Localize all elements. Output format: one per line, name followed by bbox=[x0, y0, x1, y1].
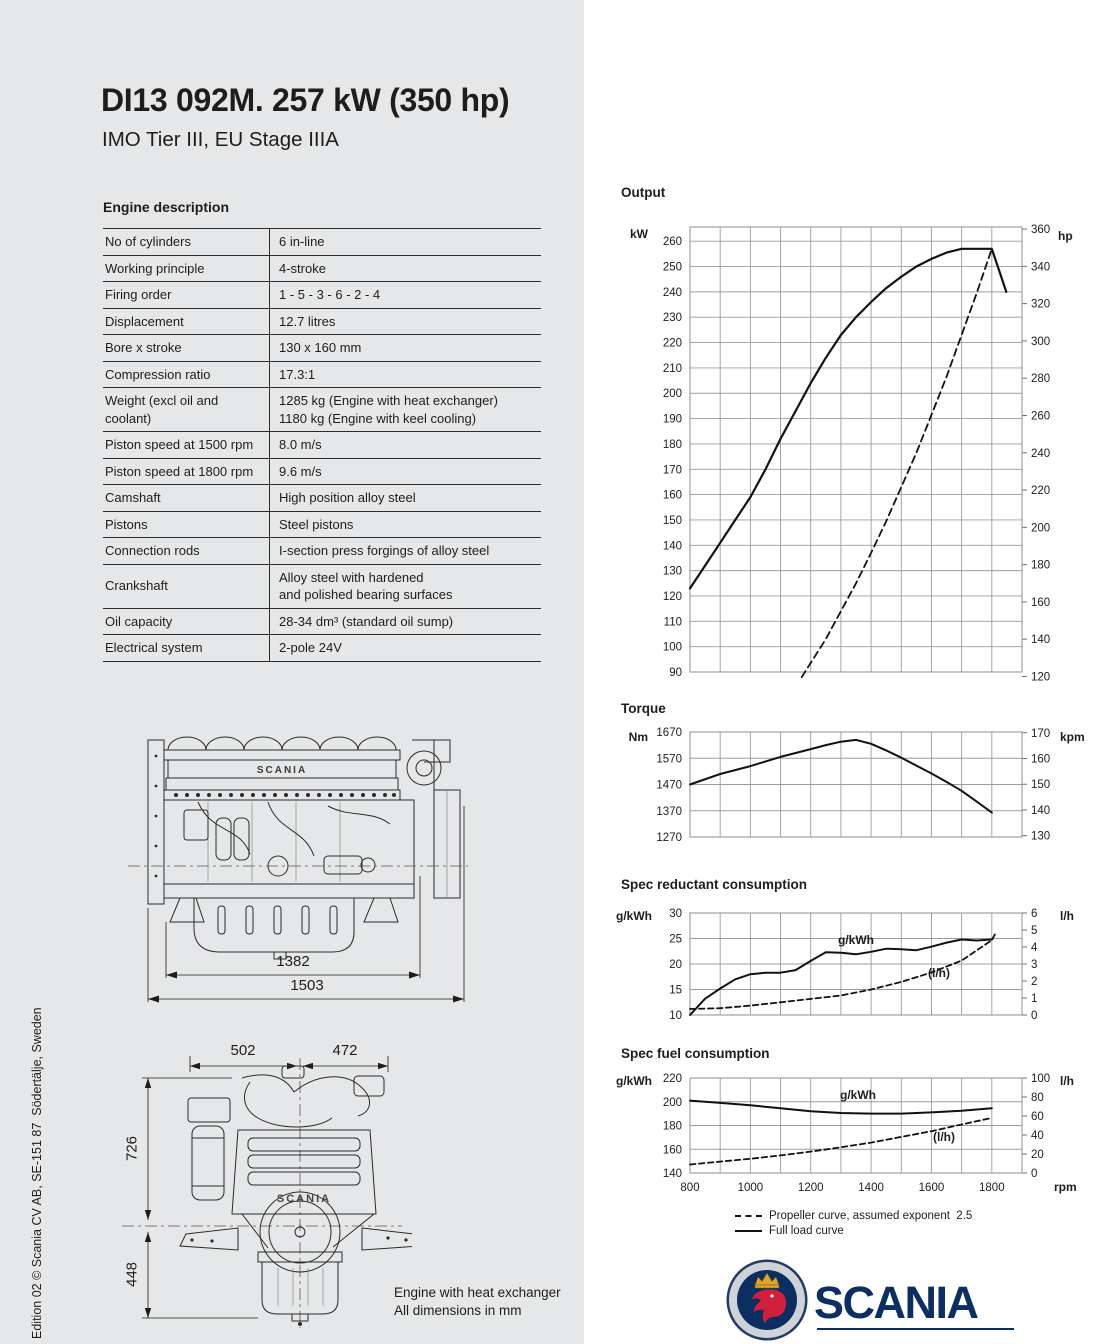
right-axis-tick: 140 bbox=[1031, 804, 1051, 817]
page-subtitle: IMO Tier III, EU Stage IIIA bbox=[102, 128, 339, 151]
logo-wordmark: SCANIA bbox=[814, 1277, 978, 1328]
left-axis-tick: 190 bbox=[662, 413, 682, 426]
left-axis-tick: 130 bbox=[662, 565, 682, 578]
spec-label-cell: Working principle bbox=[103, 255, 270, 282]
series-dashed bbox=[802, 249, 992, 677]
spec-value-cell: 12.7 litres bbox=[270, 308, 542, 335]
left-axis-tick: 200 bbox=[662, 1096, 682, 1109]
right-axis-tick: 260 bbox=[1031, 410, 1051, 423]
right-axis-tick: 5 bbox=[1031, 925, 1038, 937]
right-axis-unit: hp bbox=[1058, 229, 1073, 243]
chart-title: Output bbox=[621, 185, 666, 200]
left-axis-tick: 140 bbox=[662, 540, 682, 553]
left-axis-tick: 110 bbox=[663, 616, 682, 629]
right-axis-tick: 220 bbox=[1031, 485, 1051, 498]
left-axis-tick: 90 bbox=[669, 667, 682, 679]
right-axis-tick: 140 bbox=[1031, 634, 1051, 647]
spec-label-cell: Piston speed at 1500 rpm bbox=[103, 432, 270, 459]
scania-logo bbox=[718, 1254, 1028, 1344]
x-axis-tick: 1600 bbox=[918, 1182, 945, 1194]
left-axis-unit: g/kWh bbox=[616, 1074, 652, 1088]
spec-value-cell: 1285 kg (Engine with heat exchanger) 1180 kg (Engine with keel cooling) bbox=[270, 388, 542, 432]
spec-label-cell: No of cylinders bbox=[103, 229, 270, 256]
spec-value-cell: Steel pistons bbox=[270, 511, 542, 538]
spec-value-cell: 1 - 5 - 3 - 6 - 2 - 4 bbox=[270, 282, 542, 309]
left-axis-tick: 100 bbox=[662, 641, 682, 654]
right-axis-unit: l/h bbox=[1060, 909, 1074, 923]
left-axis-tick: 180 bbox=[662, 438, 682, 451]
left-axis-tick: 220 bbox=[662, 337, 682, 350]
spec-value-cell: 130 x 160 mm bbox=[270, 335, 542, 362]
dim-726: 726 bbox=[123, 1135, 141, 1162]
right-axis-tick: 1 bbox=[1031, 993, 1038, 1005]
x-axis-tick: 1800 bbox=[979, 1182, 1005, 1194]
right-axis-tick: 100 bbox=[1031, 1073, 1051, 1085]
right-axis-tick: 40 bbox=[1031, 1130, 1044, 1142]
series-label: (l/h) bbox=[933, 1130, 955, 1144]
spec-value-cell: I-section press forgings of alloy steel bbox=[270, 538, 542, 565]
x-axis-tick: 1000 bbox=[737, 1182, 764, 1194]
caption-line-2: All dimensions in mm bbox=[394, 1303, 522, 1318]
spec-value-cell: 28-34 dm³ (standard oil sump) bbox=[270, 608, 542, 635]
right-axis-tick: 60 bbox=[1031, 1111, 1044, 1123]
chart-title: Spec fuel consumption bbox=[621, 1046, 770, 1061]
plot-border bbox=[690, 227, 1022, 672]
solid-line-sample bbox=[735, 1230, 762, 1232]
chart-title: Spec reductant consumption bbox=[621, 877, 808, 892]
right-axis-tick: 160 bbox=[1031, 596, 1051, 609]
left-axis-unit: kW bbox=[630, 227, 648, 241]
left-axis-tick: 170 bbox=[662, 464, 682, 477]
right-axis-tick: 280 bbox=[1031, 373, 1051, 386]
dim-1503: 1503 bbox=[290, 977, 324, 994]
spec-label-cell: Oil capacity bbox=[103, 608, 270, 635]
engine-description-heading: Engine description bbox=[103, 199, 230, 215]
left-axis-tick: 1470 bbox=[656, 779, 682, 792]
spec-label-cell: Crankshaft bbox=[103, 564, 270, 608]
left-axis-tick: 20 bbox=[669, 959, 682, 971]
left-axis-tick: 200 bbox=[662, 388, 682, 401]
left-axis-tick: 160 bbox=[662, 489, 682, 502]
series-label: g/kWh bbox=[840, 1088, 876, 1102]
series-label: g/kWh bbox=[838, 933, 874, 947]
spec-label-cell: Piston speed at 1800 rpm bbox=[103, 458, 270, 485]
right-axis-tick: 6 bbox=[1031, 908, 1038, 920]
valve-cover-brand-text: SCANIA bbox=[256, 765, 308, 776]
right-axis-tick: 160 bbox=[1031, 753, 1051, 766]
dashed-line-sample bbox=[735, 1215, 762, 1217]
right-axis-tick: 320 bbox=[1031, 298, 1051, 311]
legend-row-propeller bbox=[735, 1208, 972, 1223]
left-axis-tick: 1370 bbox=[656, 805, 682, 818]
right-axis-tick: 240 bbox=[1031, 447, 1051, 460]
right-axis-tick: 200 bbox=[1031, 522, 1051, 535]
x-axis-tick: 1400 bbox=[858, 1182, 884, 1194]
right-axis-tick: 4 bbox=[1031, 942, 1038, 954]
left-axis-tick: 25 bbox=[669, 933, 682, 946]
spec-value-cell: 4-stroke bbox=[270, 255, 542, 282]
right-axis-tick: 0 bbox=[1031, 1168, 1038, 1180]
front-brand-text: SCANIA bbox=[276, 1193, 332, 1205]
spec-label-cell: Firing order bbox=[103, 282, 270, 309]
left-axis-tick: 220 bbox=[662, 1073, 682, 1085]
right-axis-tick: 340 bbox=[1031, 261, 1051, 274]
left-axis-tick: 240 bbox=[662, 286, 682, 299]
spec-label-cell: Weight (excl oil and coolant) bbox=[103, 388, 270, 432]
left-axis-tick: 260 bbox=[662, 236, 682, 249]
page-title: DI13 092M. 257 kW (350 hp) bbox=[101, 82, 510, 118]
caption-line-1: Engine with heat exchanger bbox=[394, 1285, 561, 1300]
right-axis-unit: kpm bbox=[1060, 730, 1085, 744]
chart-title: Torque bbox=[621, 701, 666, 716]
legend-row-fullload bbox=[735, 1223, 972, 1238]
left-axis-tick: 1270 bbox=[656, 832, 682, 844]
dim-1382: 1382 bbox=[276, 953, 310, 970]
chart-legend bbox=[735, 1208, 972, 1238]
left-axis-tick: 250 bbox=[662, 261, 682, 274]
spec-value-cell: High position alloy steel bbox=[270, 485, 542, 512]
right-axis-tick: 300 bbox=[1031, 335, 1051, 348]
spec-label-cell: Pistons bbox=[103, 511, 270, 538]
right-axis-tick: 20 bbox=[1031, 1149, 1044, 1161]
scania-griffin-badge bbox=[727, 1260, 808, 1341]
left-axis-tick: 150 bbox=[662, 514, 682, 527]
edition-note: Edition 02 © Scania CV AB, SE-151 87 Södertälje, Sweden bbox=[30, 1007, 44, 1339]
left-axis-tick: 30 bbox=[669, 908, 682, 920]
right-axis-tick: 180 bbox=[1031, 559, 1051, 572]
x-axis-tick: 1200 bbox=[797, 1182, 824, 1194]
spec-label-cell: Bore x stroke bbox=[103, 335, 270, 362]
right-axis-tick: 150 bbox=[1031, 779, 1051, 792]
left-axis-tick: 1670 bbox=[656, 727, 682, 739]
left-axis-tick: 10 bbox=[669, 1010, 682, 1022]
left-axis-tick: 120 bbox=[662, 590, 682, 603]
right-axis-tick: 80 bbox=[1031, 1092, 1044, 1104]
left-axis-tick: 230 bbox=[662, 312, 682, 325]
left-axis-tick: 15 bbox=[669, 984, 682, 997]
spec-value-cell: 2-pole 24V bbox=[270, 635, 542, 662]
right-axis-tick: 3 bbox=[1031, 959, 1038, 971]
legend-label: Full load curve bbox=[769, 1224, 844, 1237]
spec-value-cell: 8.0 m/s bbox=[270, 432, 542, 459]
spec-label-cell: Connection rods bbox=[103, 538, 270, 565]
x-axis-tick: 800 bbox=[680, 1182, 700, 1194]
left-axis-tick: 140 bbox=[662, 1168, 682, 1180]
left-axis-unit: Nm bbox=[628, 730, 648, 744]
logo-underline bbox=[817, 1328, 1014, 1330]
x-axis-unit: rpm bbox=[1054, 1180, 1077, 1194]
series-label: (l/h) bbox=[928, 966, 950, 980]
legend-label: Propeller curve, assumed exponent 2.5 bbox=[769, 1209, 973, 1222]
dim-448: 448 bbox=[123, 1261, 141, 1288]
right-axis-tick: 360 bbox=[1031, 224, 1051, 237]
left-axis-tick: 210 bbox=[662, 362, 682, 375]
dim-502: 502 bbox=[230, 1042, 256, 1059]
spec-value-cell: 9.6 m/s bbox=[270, 458, 542, 485]
left-axis-unit: g/kWh bbox=[616, 909, 652, 923]
spec-label-cell: Compression ratio bbox=[103, 361, 270, 388]
spec-label-cell: Camshaft bbox=[103, 485, 270, 512]
left-axis-tick: 180 bbox=[662, 1120, 682, 1133]
dim-472: 472 bbox=[332, 1042, 358, 1059]
left-axis-tick: 1570 bbox=[656, 753, 682, 766]
right-axis-tick: 170 bbox=[1031, 727, 1051, 740]
right-axis-tick: 120 bbox=[1031, 671, 1051, 684]
right-axis-tick: 2 bbox=[1031, 976, 1038, 988]
right-axis-tick: 0 bbox=[1031, 1010, 1038, 1022]
left-axis-tick: 160 bbox=[662, 1144, 682, 1157]
right-axis-tick: 130 bbox=[1031, 830, 1051, 843]
spec-value-cell: 17.3:1 bbox=[270, 361, 542, 388]
spec-label-cell: Displacement bbox=[103, 308, 270, 335]
spec-label-cell: Electrical system bbox=[103, 635, 270, 662]
spec-value-cell: Alloy steel with hardened and polished bearing surfaces bbox=[270, 564, 542, 608]
right-axis-unit: l/h bbox=[1060, 1074, 1074, 1088]
spec-value-cell: 6 in-line bbox=[270, 229, 542, 256]
